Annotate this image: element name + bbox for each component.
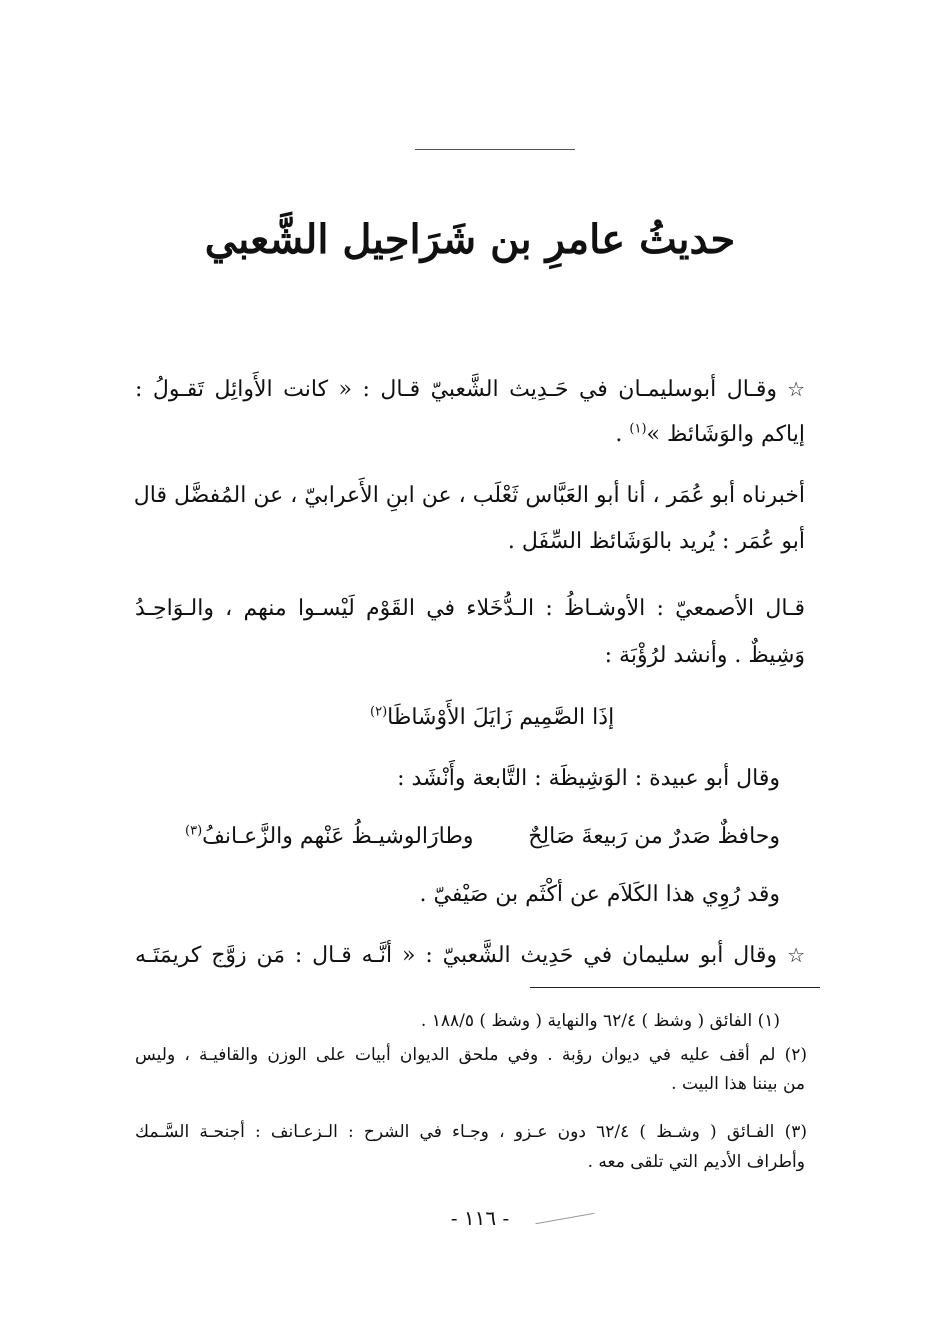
star-icon: ☆: [787, 377, 805, 401]
paragraph-3-line-1: قـال الأصمعيّ : الأوشـاظُ : الـدُّخَلاء في القَوْم لَيْسـوا منهم ، والـوَاحِـدُ: [135, 596, 805, 621]
paragraph-4-line-1: وقال أبو عبيدة : الوَشِيظَة : التَّابعة وأَنْشَد :: [397, 766, 780, 791]
text: إياكم والوَشَائظ »: [646, 422, 805, 447]
text: إذَا الصَّمِيم زَايَلَ الأَوْشَاظَا: [387, 705, 615, 730]
footnote-separator: [530, 987, 820, 988]
paragraph-3-line-2: وَشِيظٌ . وأنشد لرُؤْبَة :: [604, 643, 805, 668]
text: .: [615, 422, 630, 447]
top-rule: [415, 149, 575, 150]
footnote-2-line-1: (٢) لم أقف عليه في ديوان رؤبة . وفي ملحق الديوان أبيات على الوزن والقافيـة ، وليس: [135, 1045, 807, 1065]
paragraph-1-line-1: [135, 374, 805, 405]
star-icon: ☆: [787, 943, 805, 967]
footnote-ref: (٣): [185, 823, 203, 839]
paragraph-6-line-1: [135, 940, 805, 971]
page-title: حديثُ عامرِ بن شَرَاحِيل الشَّعبي: [204, 216, 736, 263]
verse-2-second-hemistich: [185, 822, 473, 852]
text: وقال أبو سليمان في حَدِيث الشَّعبيّ : « أنَّـه قـال : مَن زوَّج كريمَتَـه: [135, 943, 778, 968]
footnote-3-line-1: (٣) الفـائق ( وشـظ ) ٦٢/٤ دون عـزو ، وجـاء في الشرح : الـزعـانف : أجنحـة السَّـمك: [135, 1122, 807, 1142]
pen-mark: [535, 1213, 594, 1224]
footnote-ref: (٢): [370, 704, 388, 720]
footnote-3-line-2: وأطراف الأديم التي تلقى معه .: [587, 1152, 805, 1172]
paragraph-2-line-2: أبو عُمَر : يُريد بالوَشَائظ السِّفَل .: [507, 529, 805, 554]
text: وقـال أبوسليمـان في حَـدِيث الشَّعبيّ قـال : « كانت الأَوائِل تَقـولُ :: [135, 377, 778, 402]
footnote-2-line-2: من بيننا هذا البيت .: [671, 1074, 805, 1094]
footnote-ref: (١): [629, 421, 647, 437]
footnote-1: (١) الفائق ( وشظ ) ٦٢/٤ والنهاية ( وشظ ) ١٨٨/٥ .: [420, 1011, 780, 1031]
verse-2-first-hemistich: وحافظٌ صَدرٌ من رَبيعةَ صَالِحٌ: [528, 824, 780, 849]
page-number: - ١١٦ -: [450, 1206, 510, 1230]
text: وطارَالوشيـظُ عَنْهم والزَّعـانفُ: [202, 824, 474, 849]
paragraph-2-line-1: أخبرناه أبو عُمَر ، أنا أبو العَبَّاس ثَعْلَب ، عن ابنِ الأَعرابيّ ، عن المُفضَّل قال: [133, 483, 805, 508]
verse-1: [370, 703, 614, 733]
paragraph-5-line-1: وقد رُوِي هذا الكَلاَم عن أكْثَم بن صَيْفيّ .: [419, 882, 780, 907]
paragraph-1-line-2: [615, 420, 805, 450]
